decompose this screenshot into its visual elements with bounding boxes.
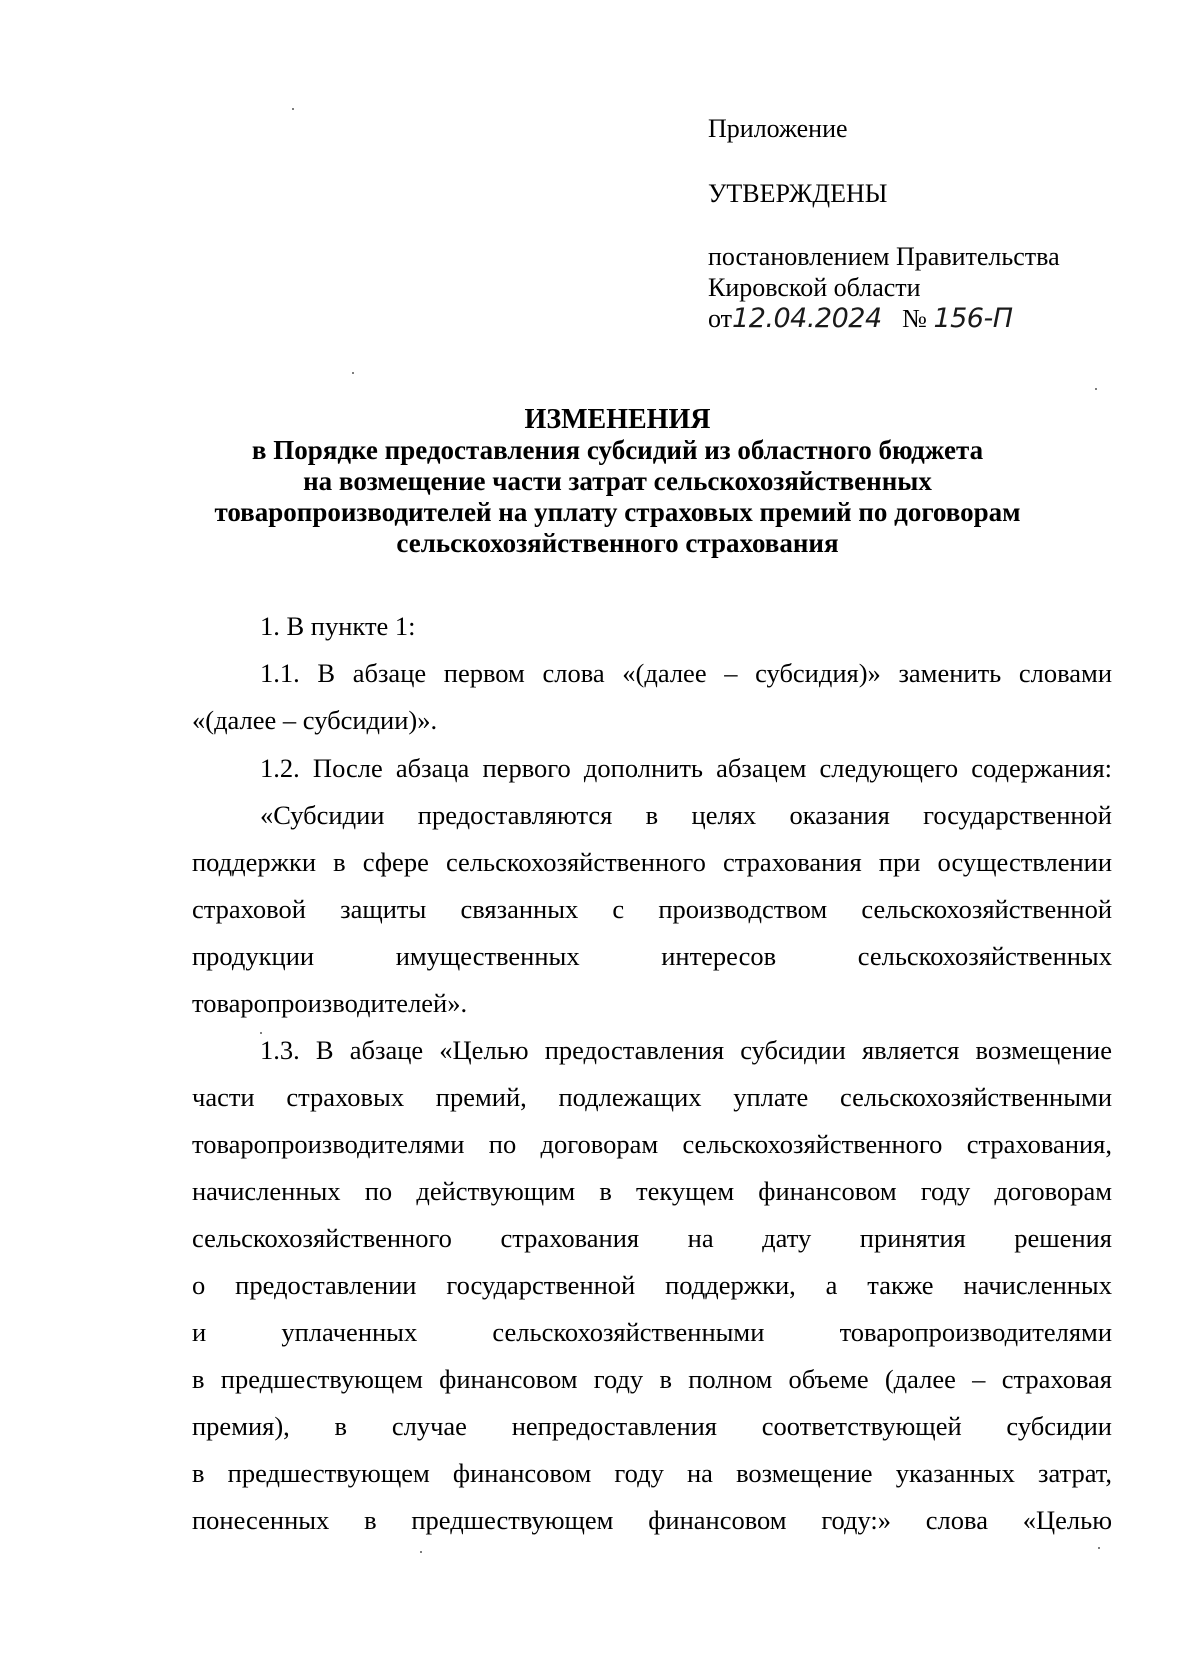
body-line: продукции имущественных интересов сельскохозяйственных (192, 941, 1112, 971)
title-line: сельскохозяйственного страхования (396, 528, 839, 558)
appendix-label (708, 113, 848, 144)
body-line: 1. В пункте 1: (260, 611, 416, 641)
approved-label-text: УТВЕРЖДЕНЫ (708, 179, 888, 208)
decree-line-1: постановлением Правительства (708, 242, 1060, 271)
handwritten-number: 156-П (933, 303, 1013, 334)
body-line: поддержки в сфере сельскохозяйственного страхования при осуществлении (192, 847, 1112, 877)
title-line: в Порядке предоставления субсидий из областного бюджета (251, 435, 984, 465)
body-line: понесенных в предшествующем финансовом году:» слова «Целью (192, 1505, 1112, 1535)
body-line: 1.3. В абзаце «Целью предоставления субсидии является возмещение (260, 1035, 1112, 1065)
body-line: о предоставлении государственной поддержки, а также начисленных (192, 1270, 1112, 1300)
document-title (150, 404, 1085, 559)
body-line: товаропроизводителями по договорам сельскохозяйственного страхования, (192, 1129, 1112, 1159)
date-prefix: от (708, 304, 733, 333)
body-line: начисленных по действующим в текущем финансовом году договорам (192, 1176, 1112, 1206)
decree-reference (708, 241, 1060, 334)
body-line: товаропроизводителей». (192, 988, 468, 1018)
scan-speck (1098, 1547, 1100, 1549)
scan-speck (1095, 388, 1097, 390)
decree-date-number (708, 303, 1060, 334)
body-line: 1.2. После абзаца первого дополнить абзацем следующего содержания: (260, 753, 1112, 783)
appendix-label-text: Приложение (708, 114, 848, 143)
body-line: части страховых премий, подлежащих уплате сельскохозяйственными (192, 1082, 1112, 1112)
body-line: сельскохозяйственного страхования на дату принятия решения (192, 1223, 1112, 1253)
body-line: страховой защиты связанных с производством сельскохозяйственной (192, 894, 1112, 924)
body-line: премия), в случае непредоставления соответствующей субсидии (192, 1411, 1112, 1441)
body-line: и уплаченных сельскохозяйственными товаропроизводителями (192, 1317, 1112, 1347)
title-main: ИЗМЕНЕНИЯ (524, 404, 711, 435)
title-line: товаропроизводителей на уплату страховых премий по договорам (214, 497, 1021, 527)
body-line: «(далее – субсидии)». (192, 705, 438, 735)
scan-speck (292, 108, 294, 110)
scan-speck (352, 372, 354, 374)
scan-speck (420, 1551, 422, 1553)
number-prefix: № (902, 304, 927, 333)
body-line: 1.1. В абзаце первом слова «(далее – субсидия)» заменить словами (260, 658, 1112, 688)
body-line: «Субсидии предоставляются в целях оказания государственной (260, 800, 1112, 830)
title-line: на возмещение части затрат сельскохозяйственных (303, 466, 932, 496)
body-line: в предшествующем финансовом году в полном объеме (далее – страховая (192, 1364, 1112, 1394)
handwritten-date: 12.04.2024 (732, 303, 882, 334)
body-line: в предшествующем финансовом году на возмещение указанных затрат, (192, 1458, 1112, 1488)
decree-line-2: Кировской области (708, 273, 921, 302)
scan-speck (260, 1032, 262, 1034)
approved-label (708, 178, 887, 209)
